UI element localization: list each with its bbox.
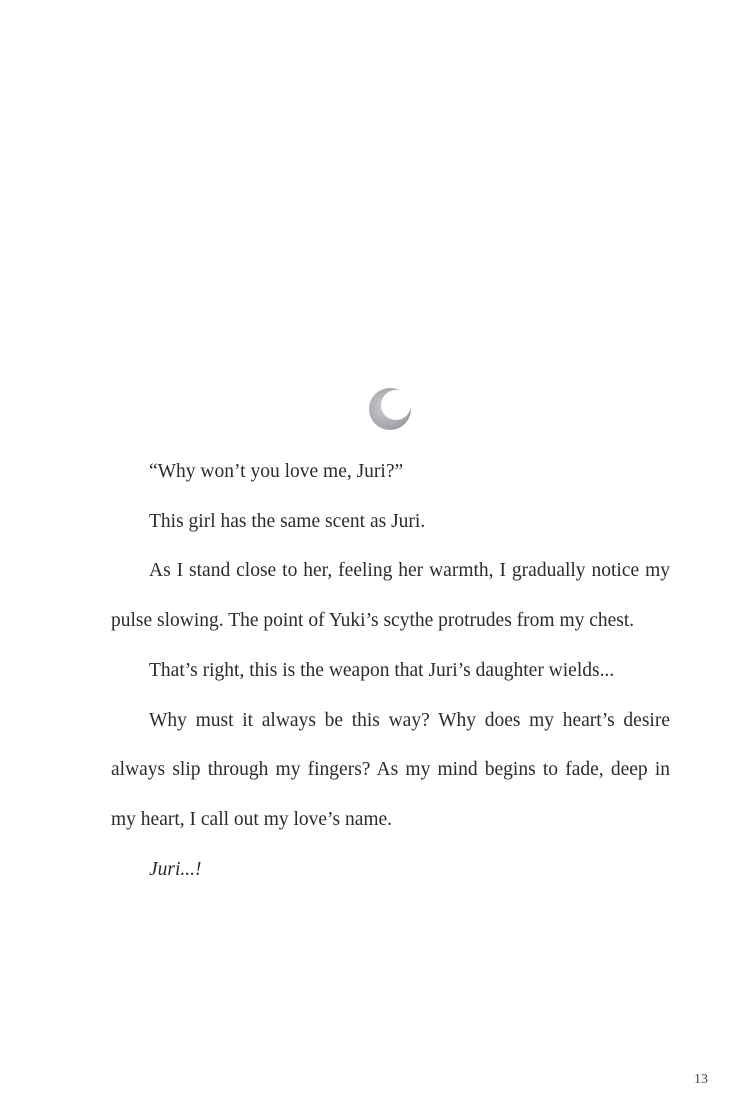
crescent-moon-icon xyxy=(366,384,416,434)
paragraph-1: “Why won’t you love me, Juri?” xyxy=(149,461,404,482)
paragraph-4: That’s right, this is the weapon that Juri’s daughter wields... xyxy=(149,659,615,681)
paragraph-3: As I stand close to her, feeling her warmth, I gradually notice my pulse slowing. The point of Yuki’s scythe protrudes from my chest. xyxy=(111,560,670,632)
paragraph-5: Why must it always be this way? Why does my heart’s desire always slip through my fingers? As my mind begins to fade, deep in my heart, I call out my love’s name. xyxy=(111,709,670,830)
page-number: 13 xyxy=(694,1072,708,1087)
paragraph-6: Juri...! xyxy=(149,858,202,880)
story-text xyxy=(111,447,670,894)
paragraph-2: This girl has the same scent as Juri. xyxy=(149,510,426,532)
